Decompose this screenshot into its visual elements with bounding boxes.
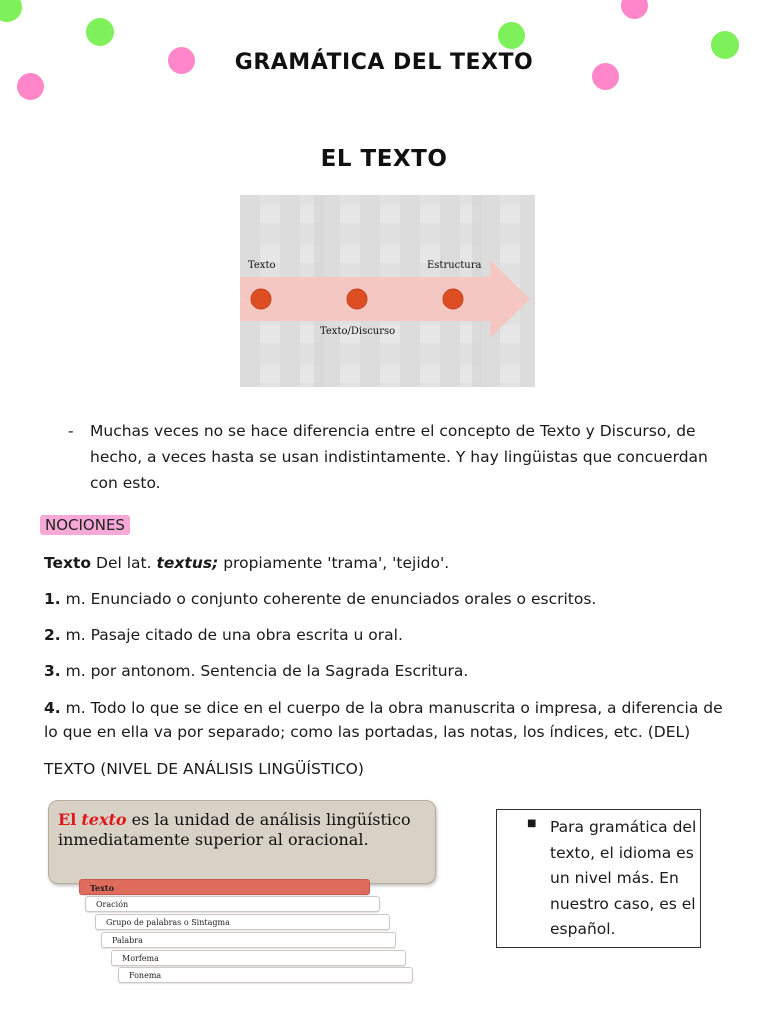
analysis-text (58, 810, 430, 850)
timeline-node (251, 289, 271, 309)
definition-item-1 (44, 587, 734, 611)
definition-item-2 (44, 623, 734, 647)
nociones-badge: NOCIONES (40, 515, 130, 535)
page-title: GRAMÁTICA DEL TEXTO (234, 50, 534, 75)
definition-item-3 (44, 659, 734, 683)
intro-bullet (68, 418, 728, 496)
section-title: EL TEXTO (320, 146, 448, 172)
level-item-palabra: Palabra (101, 932, 396, 948)
definition-item-4 (44, 696, 734, 744)
level-item-morfema: Morfema (111, 950, 406, 966)
definition-meaning: propiamente 'trama', 'tejido'. (223, 554, 450, 572)
timeline-node (347, 289, 367, 309)
level-heading: TEXTO (NIVEL DE ANÁLISIS LINGÜÍSTICO) (44, 760, 364, 778)
analysis-rest: es la unidad de análisis lingüístico inmediatamente superior al oracional. (58, 810, 411, 849)
level-item-fonema: Fonema (118, 967, 413, 983)
analysis-lead-italic: texto (81, 810, 127, 829)
definition-etymology: textus; (156, 554, 219, 572)
diagram-label-texto: Texto (248, 260, 276, 271)
item-text: m. Pasaje citado de una obra escrita u oral. (65, 626, 403, 644)
item-number: 2. (44, 626, 61, 644)
item-text: m. por antonom. Sentencia de la Sagrada Escritura. (65, 662, 469, 680)
definition-origin: Del lat. (96, 554, 152, 572)
item-text: m. Enunciado o conjunto coherente de enunciados orales o escritos. (65, 590, 597, 608)
diagram-label-texto-discurso: Texto/Discurso (320, 326, 396, 337)
intro-text: Muchas veces no se hace diferencia entre el concepto de Texto y Discurso, de hecho, a veces hasta se usan indistintamente. Y hay lingüistas que concuerdan con esto. (90, 422, 708, 492)
square-bullet-icon: ■ (527, 818, 537, 829)
item-number: 3. (44, 662, 61, 680)
timeline-graphic (240, 195, 535, 387)
decor-dot-green (0, 0, 22, 22)
dash-bullet: - (68, 422, 74, 440)
definition-term: Texto (44, 554, 92, 572)
definition-line (44, 551, 734, 575)
timeline-diagram (240, 195, 535, 387)
item-number: 1. (44, 590, 61, 608)
timeline-node (443, 289, 463, 309)
level-item-sintagma: Grupo de palabras o Sintagma (95, 914, 390, 930)
item-number: 4. (44, 699, 61, 717)
analysis-lead: El (58, 810, 77, 829)
item-text: m. Todo lo que se dice en el cuerpo de la obra manuscrita o impresa, a diferencia de lo que en ella va por separado; como las portadas, las notas, los índices, etc. (DEL) (44, 699, 723, 741)
decor-dot-green (86, 18, 114, 46)
level-item-texto: Texto (79, 879, 370, 895)
decor-dot-green (498, 22, 525, 49)
diagram-label-estructura: Estructura (427, 260, 482, 271)
note-text: Para gramática del texto, el idioma es un nivel más. En nuestro caso, es el español. (550, 818, 697, 938)
decor-dot-pink (621, 0, 648, 19)
decor-dot-pink (17, 73, 44, 100)
level-item-oracion: Oración (85, 896, 380, 912)
